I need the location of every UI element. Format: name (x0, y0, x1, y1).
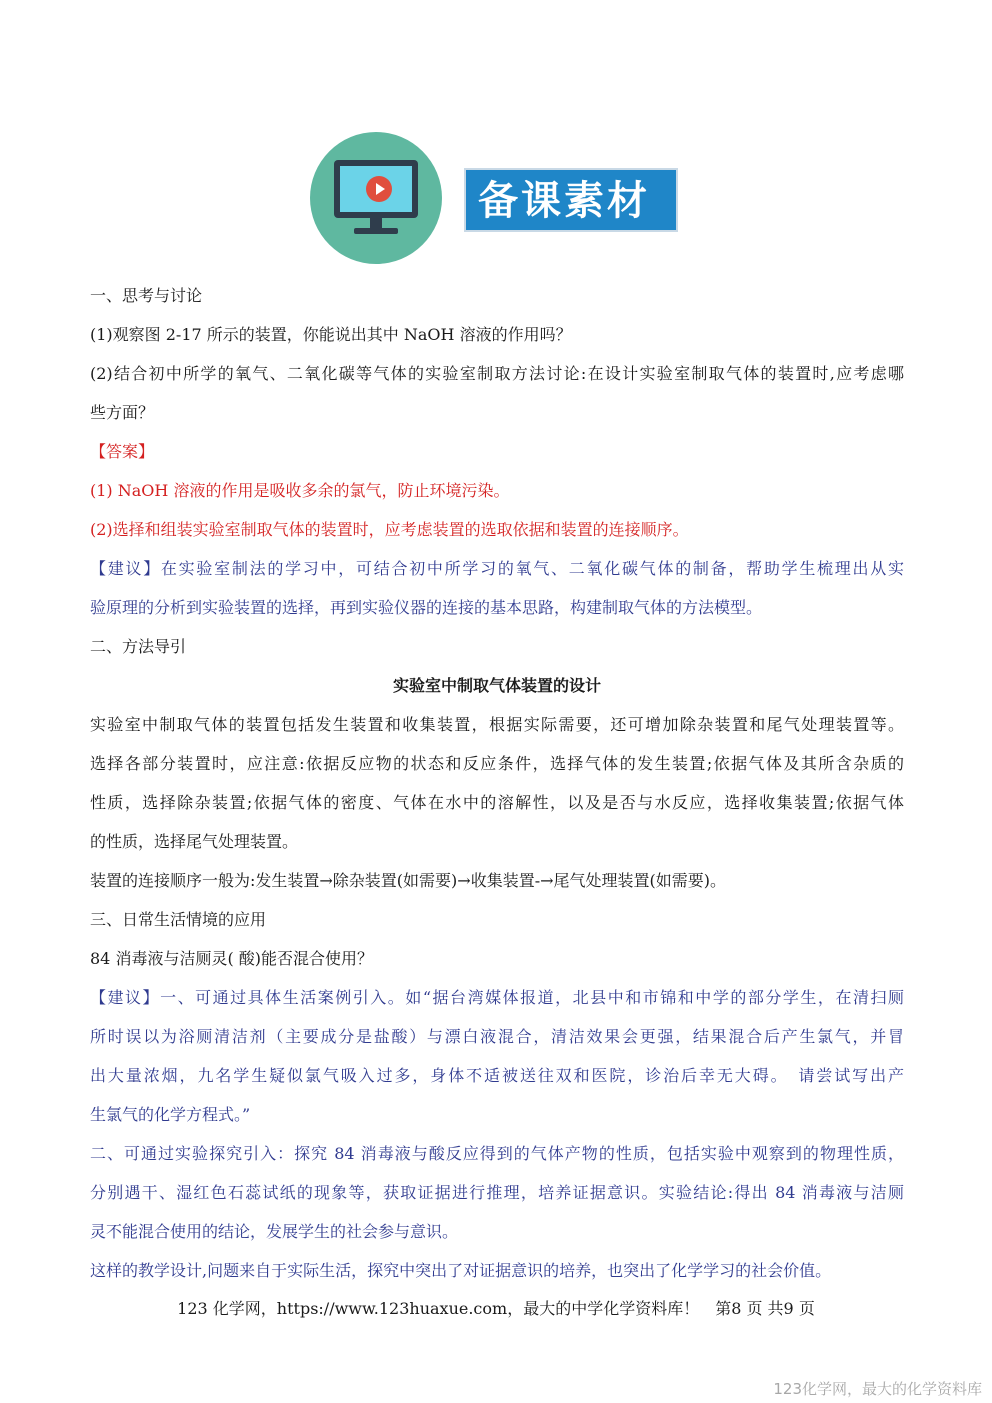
advice-2-line-2: 所时误以为浴厕清洁剂（主要成分是盐酸）与漂白液混合，清洁效果会更强，结果混合后产生氯气，并冒 (90, 1027, 904, 1046)
banner-label: 备课素材 (478, 178, 650, 224)
connection-order: 装置的连接顺序一般为:发生装置→除杂装置(如需要)→收集装置-→尾气处理装置(如需要)。 (90, 871, 726, 890)
section-2-title: 二、方法导引 (90, 637, 187, 656)
advice-2-line-4: 生氯气的化学方程式。” (90, 1105, 251, 1124)
advice-2-line-6: 分别遇干、湿红色石蕊试纸的现象等，获取证据进行推理，培养证据意识。实验结论:得出 84 消毒液与洁厕 (90, 1183, 904, 1202)
advice-2-line-8: 这样的教学设计,问题来自于实际生活，探究中突出了对证据意识的培养，也突出了化学学习的社会价值。 (90, 1261, 832, 1280)
section-1-title: 一、思考与讨论 (90, 286, 203, 305)
method-paragraph-line-3: 性质，选择除杂装置;依据气体的密度、气体在水中的溶解性，以及是否与水反应，选择收集装置;依据气体 (90, 793, 904, 812)
answer-2: (2)选择和组装实验室制取气体的装置时，应考虑装置的选取依据和装置的连接顺序。 (90, 520, 689, 539)
advice-2-line-7: 灵不能混合使用的结论，发展学生的社会参与意识。 (90, 1222, 459, 1241)
answer-label: 【答案】 (90, 442, 155, 461)
watermark: 123化学网，最大的化学资料库 (773, 1380, 982, 1398)
section-2-heading: 实验室中制取气体装置的设计 (392, 676, 601, 695)
advice-1-line-2: 验原理的分析到实验装置的选择，再到实验仪器的连接的基本思路，构建制取气体的方法模型。 (90, 598, 763, 617)
page-footer: 123 化学网，https://www.123huaxue.com，最大的中学化学资料库！ 第8 页 共9 页 (177, 1299, 815, 1318)
advice-2-line-3: 出大量浓烟，九名学生疑似氯气吸入过多，身体不适被送往双和医院，诊治后幸无大碍。 请尝试写出产 (90, 1066, 904, 1085)
advice-2-line-1: 【建议】一、可通过具体生活案例引入。如“据台湾媒体报道，北县中和市锦和中学的部分学生，在清扫厕 (90, 988, 904, 1007)
method-paragraph-line-2: 选择各部分装置时，应注意:依据反应物的状态和反应条件，选择气体的发生装置;依据气体及其所含杂质的 (90, 754, 904, 773)
advice-1-line-1: 【建议】在实验室制法的学习中，可结合初中所学习的氧气、二氧化碳气体的制备，帮助学生梳理出从实 (90, 559, 904, 578)
method-paragraph-line-4: 的性质，选择尾气处理装置。 (90, 832, 299, 851)
banner (310, 132, 680, 264)
section-3-title: 三、日常生活情境的应用 (90, 910, 267, 929)
answer-1: (1) NaOH 溶液的作用是吸收多余的氯气，防止环境污染。 (90, 481, 510, 500)
question-1: (1)观察图 2-17 所示的装置，你能说出其中 NaOH 溶液的作用吗？ (90, 325, 572, 344)
monitor-play-icon (310, 132, 442, 264)
method-paragraph-line-1: 实验室中制取气体的装置包括发生装置和收集装置，根据实际需要，还可增加除杂装置和尾气处理装置等。 (90, 715, 904, 734)
question-2-line-2: 些方面？ (90, 403, 155, 422)
document-body (90, 276, 904, 1290)
section-3-question: 84 消毒液与洁厕灵( 酸)能否混合使用？ (90, 949, 374, 968)
advice-2-line-5: 二、可通过实验探究引入：探究 84 消毒液与酸反应得到的气体产物的性质，包括实验中观察到的物理性质， (90, 1144, 904, 1163)
banner-label-box (464, 168, 678, 232)
question-2-line-1: (2)结合初中所学的氧气、二氧化碳等气体的实验室制取方法讨论:在设计实验室制取气体的装置时,应考虑哪 (90, 364, 904, 383)
